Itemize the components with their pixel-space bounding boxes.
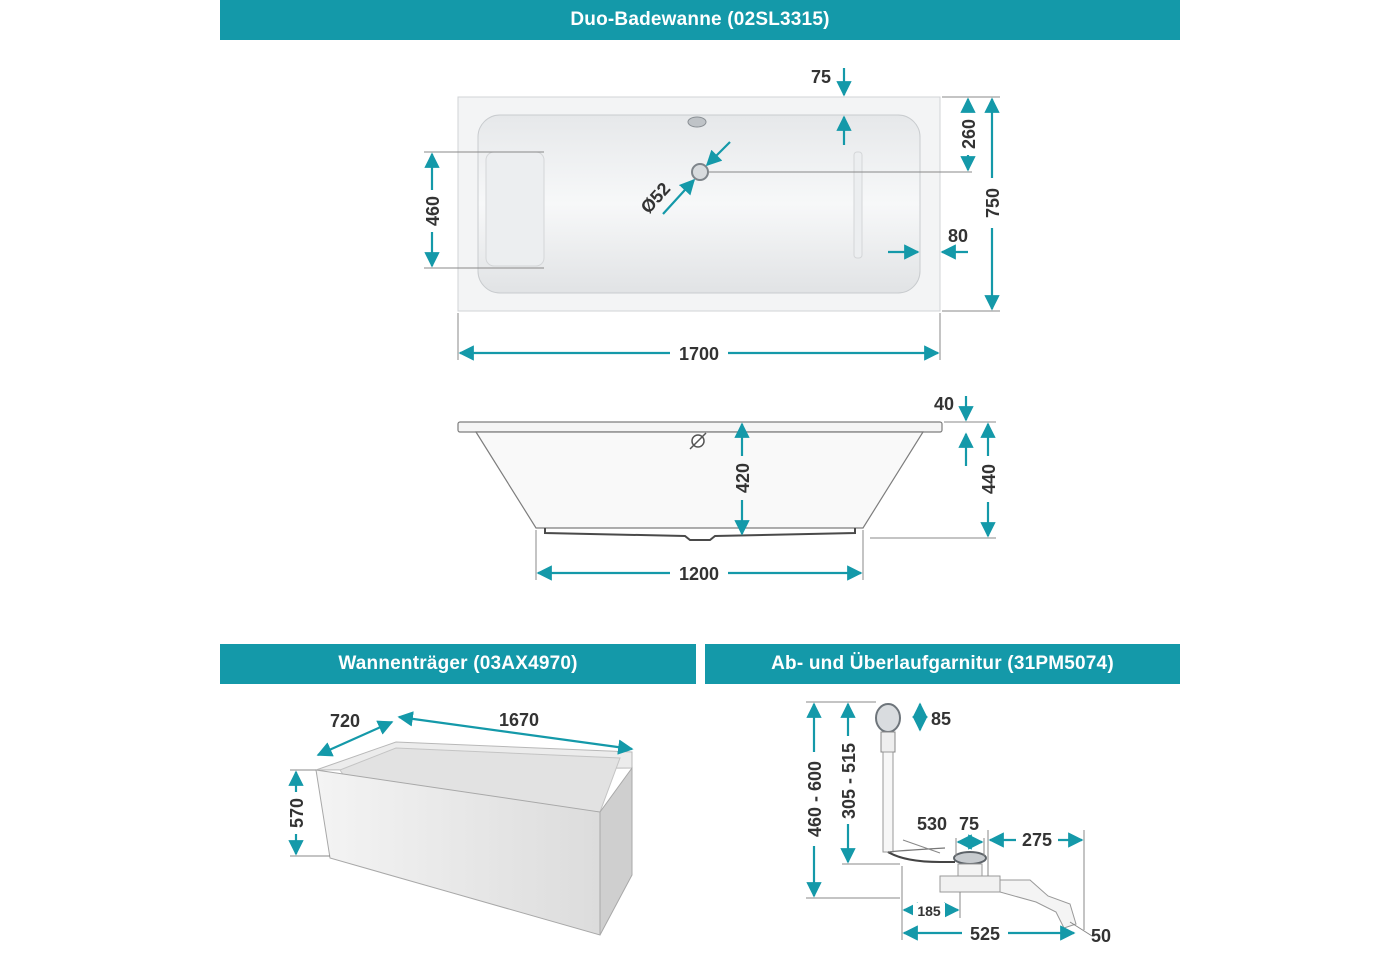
- trap-body: [940, 876, 1000, 892]
- backrest-right: [854, 152, 862, 258]
- drain-260-label: 260: [959, 118, 979, 150]
- drain-icon: [692, 164, 708, 180]
- rim-40-label: 40: [933, 394, 955, 414]
- drain-diameter-label: Ø52: [636, 178, 675, 218]
- height-range-label: 460 - 600: [805, 760, 825, 838]
- frame-570-label: 570: [287, 797, 307, 829]
- drain-title: Ab- und Überlaufgarnitur (31PM5074): [771, 653, 1114, 674]
- riser-range-label: 305 - 515: [839, 742, 859, 820]
- drain-75-label: 75: [958, 814, 980, 834]
- backrest-left: [486, 152, 544, 266]
- backrest-460-label: 460: [423, 195, 443, 227]
- flex-hose: [888, 852, 955, 862]
- trap-275-label: 275: [1021, 830, 1053, 850]
- pipe-530-label: 530: [916, 814, 948, 834]
- rim-80-label: 80: [947, 226, 969, 246]
- bathtub-side-view: [458, 422, 942, 540]
- outlet-pipe: [1000, 880, 1076, 928]
- drain-plug-icon: [954, 852, 986, 864]
- width-750-label: 750: [983, 187, 1003, 219]
- bathtub-title: Duo-Badewanne (02SL3315): [570, 9, 830, 30]
- depth-420-label: 420: [733, 462, 753, 494]
- total-525-label: 525: [969, 924, 1001, 944]
- outlet-50-label: 50: [1090, 926, 1112, 946]
- frame-1670-label: 1670: [498, 710, 540, 730]
- length-1700-label: 1700: [678, 344, 720, 364]
- overflow-cap-icon: [876, 704, 900, 732]
- riser-pipe: [883, 752, 893, 852]
- offset-185-label: 185: [917, 903, 941, 919]
- overflow-icon: [688, 117, 706, 127]
- support-title: Wannenträger (03AX4970): [338, 653, 578, 674]
- frame-720-label: 720: [329, 711, 361, 731]
- overflow-head-label: 85: [930, 709, 952, 729]
- support-frame-drawing: [316, 742, 632, 935]
- height-440-label: 440: [979, 463, 999, 495]
- overflow-75-label: 75: [810, 67, 832, 87]
- side-rim: [458, 422, 942, 432]
- bathtub-top-view: [458, 97, 940, 311]
- bottom-1200-label: 1200: [678, 564, 720, 584]
- side-feet: [545, 528, 855, 540]
